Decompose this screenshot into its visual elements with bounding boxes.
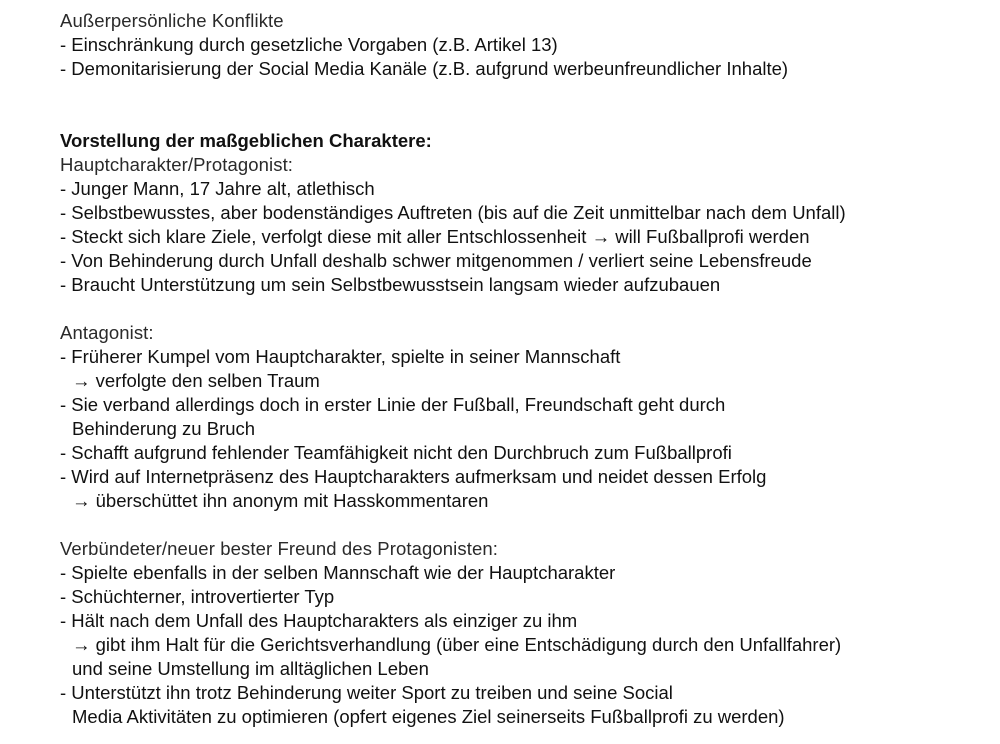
list-item: - Junger Mann, 17 Jahre alt, atlethisch <box>60 178 375 199</box>
document-page <box>60 9 980 729</box>
spacer <box>60 513 980 537</box>
list-item: - Selbstbewusstes, aber bodenständiges Auftreten (bis auf die Zeit unmittelbar nach dem Unfall) <box>60 202 846 223</box>
list-item: - Schafft aufgrund fehlender Teamfähigkeit nicht den Durchbruch zum Fußballprofi <box>60 442 732 463</box>
list-item: - Wird auf Internetpräsenz des Hauptcharakters aufmerksam und neidet dessen Erfolg <box>60 466 767 487</box>
list-item-continuation: → verfolgte den selben Traum <box>72 370 320 391</box>
section-heading-antagonist: Antagonist: <box>60 322 154 343</box>
list-item: - Früherer Kumpel vom Hauptcharakter, spielte in seiner Mannschaft <box>60 346 621 367</box>
section-heading-protagonist: Hauptcharakter/Protagonist: <box>60 154 294 175</box>
spacer <box>60 105 980 129</box>
section-title-charaktere: Vorstellung der maßgeblichen Charaktere: <box>60 130 432 151</box>
list-item: - Braucht Unterstützung um sein Selbstbewusstsein langsam wieder aufzubauen <box>60 274 721 295</box>
section-heading-freund: Verbündeter/neuer bester Freund des Protagonisten: <box>60 538 498 559</box>
list-item-continuation: und seine Umstellung im alltäglichen Leben <box>72 658 429 679</box>
list-item-continuation: → überschüttet ihn anonym mit Hasskommentaren <box>72 490 489 511</box>
list-item-continuation: Media Aktivitäten zu optimieren (opfert eigenes Ziel seinerseits Fußballprofi zu werden) <box>72 706 785 727</box>
list-item-continuation: Behinderung zu Bruch <box>72 418 256 439</box>
list-item: - Unterstützt ihn trotz Behinderung weiter Sport zu treiben und seine Social <box>60 682 673 703</box>
list-item-continuation: → gibt ihm Halt für die Gerichtsverhandlung (über eine Entschädigung durch den Unfallfahrer) <box>72 634 842 655</box>
list-item: - Von Behinderung durch Unfall deshalb schwer mitgenommen / verliert seine Lebensfreude <box>60 250 812 271</box>
list-item: - Schüchterner, introvertierter Typ <box>60 586 335 607</box>
list-item: - Demonitarisierung der Social Media Kanäle (z.B. aufgrund werbeunfreundlicher Inhalte) <box>60 58 789 79</box>
list-item: - Einschränkung durch gesetzliche Vorgaben (z.B. Artikel 13) <box>60 34 558 55</box>
list-item: - Steckt sich klare Ziele, verfolgt diese mit aller Entschlossenheit → will Fußballprofi werden <box>60 226 810 247</box>
spacer <box>60 81 980 105</box>
section-heading-konflikte: Außerpersönliche Konflikte <box>60 10 284 31</box>
list-item: - Spielte ebenfalls in der selben Mannschaft wie der Hauptcharakter <box>60 562 616 583</box>
list-item: - Hält nach dem Unfall des Hauptcharakters als einziger zu ihm <box>60 610 578 631</box>
spacer <box>60 297 980 321</box>
list-item: - Sie verband allerdings doch in erster Linie der Fußball, Freundschaft geht durch <box>60 394 726 415</box>
